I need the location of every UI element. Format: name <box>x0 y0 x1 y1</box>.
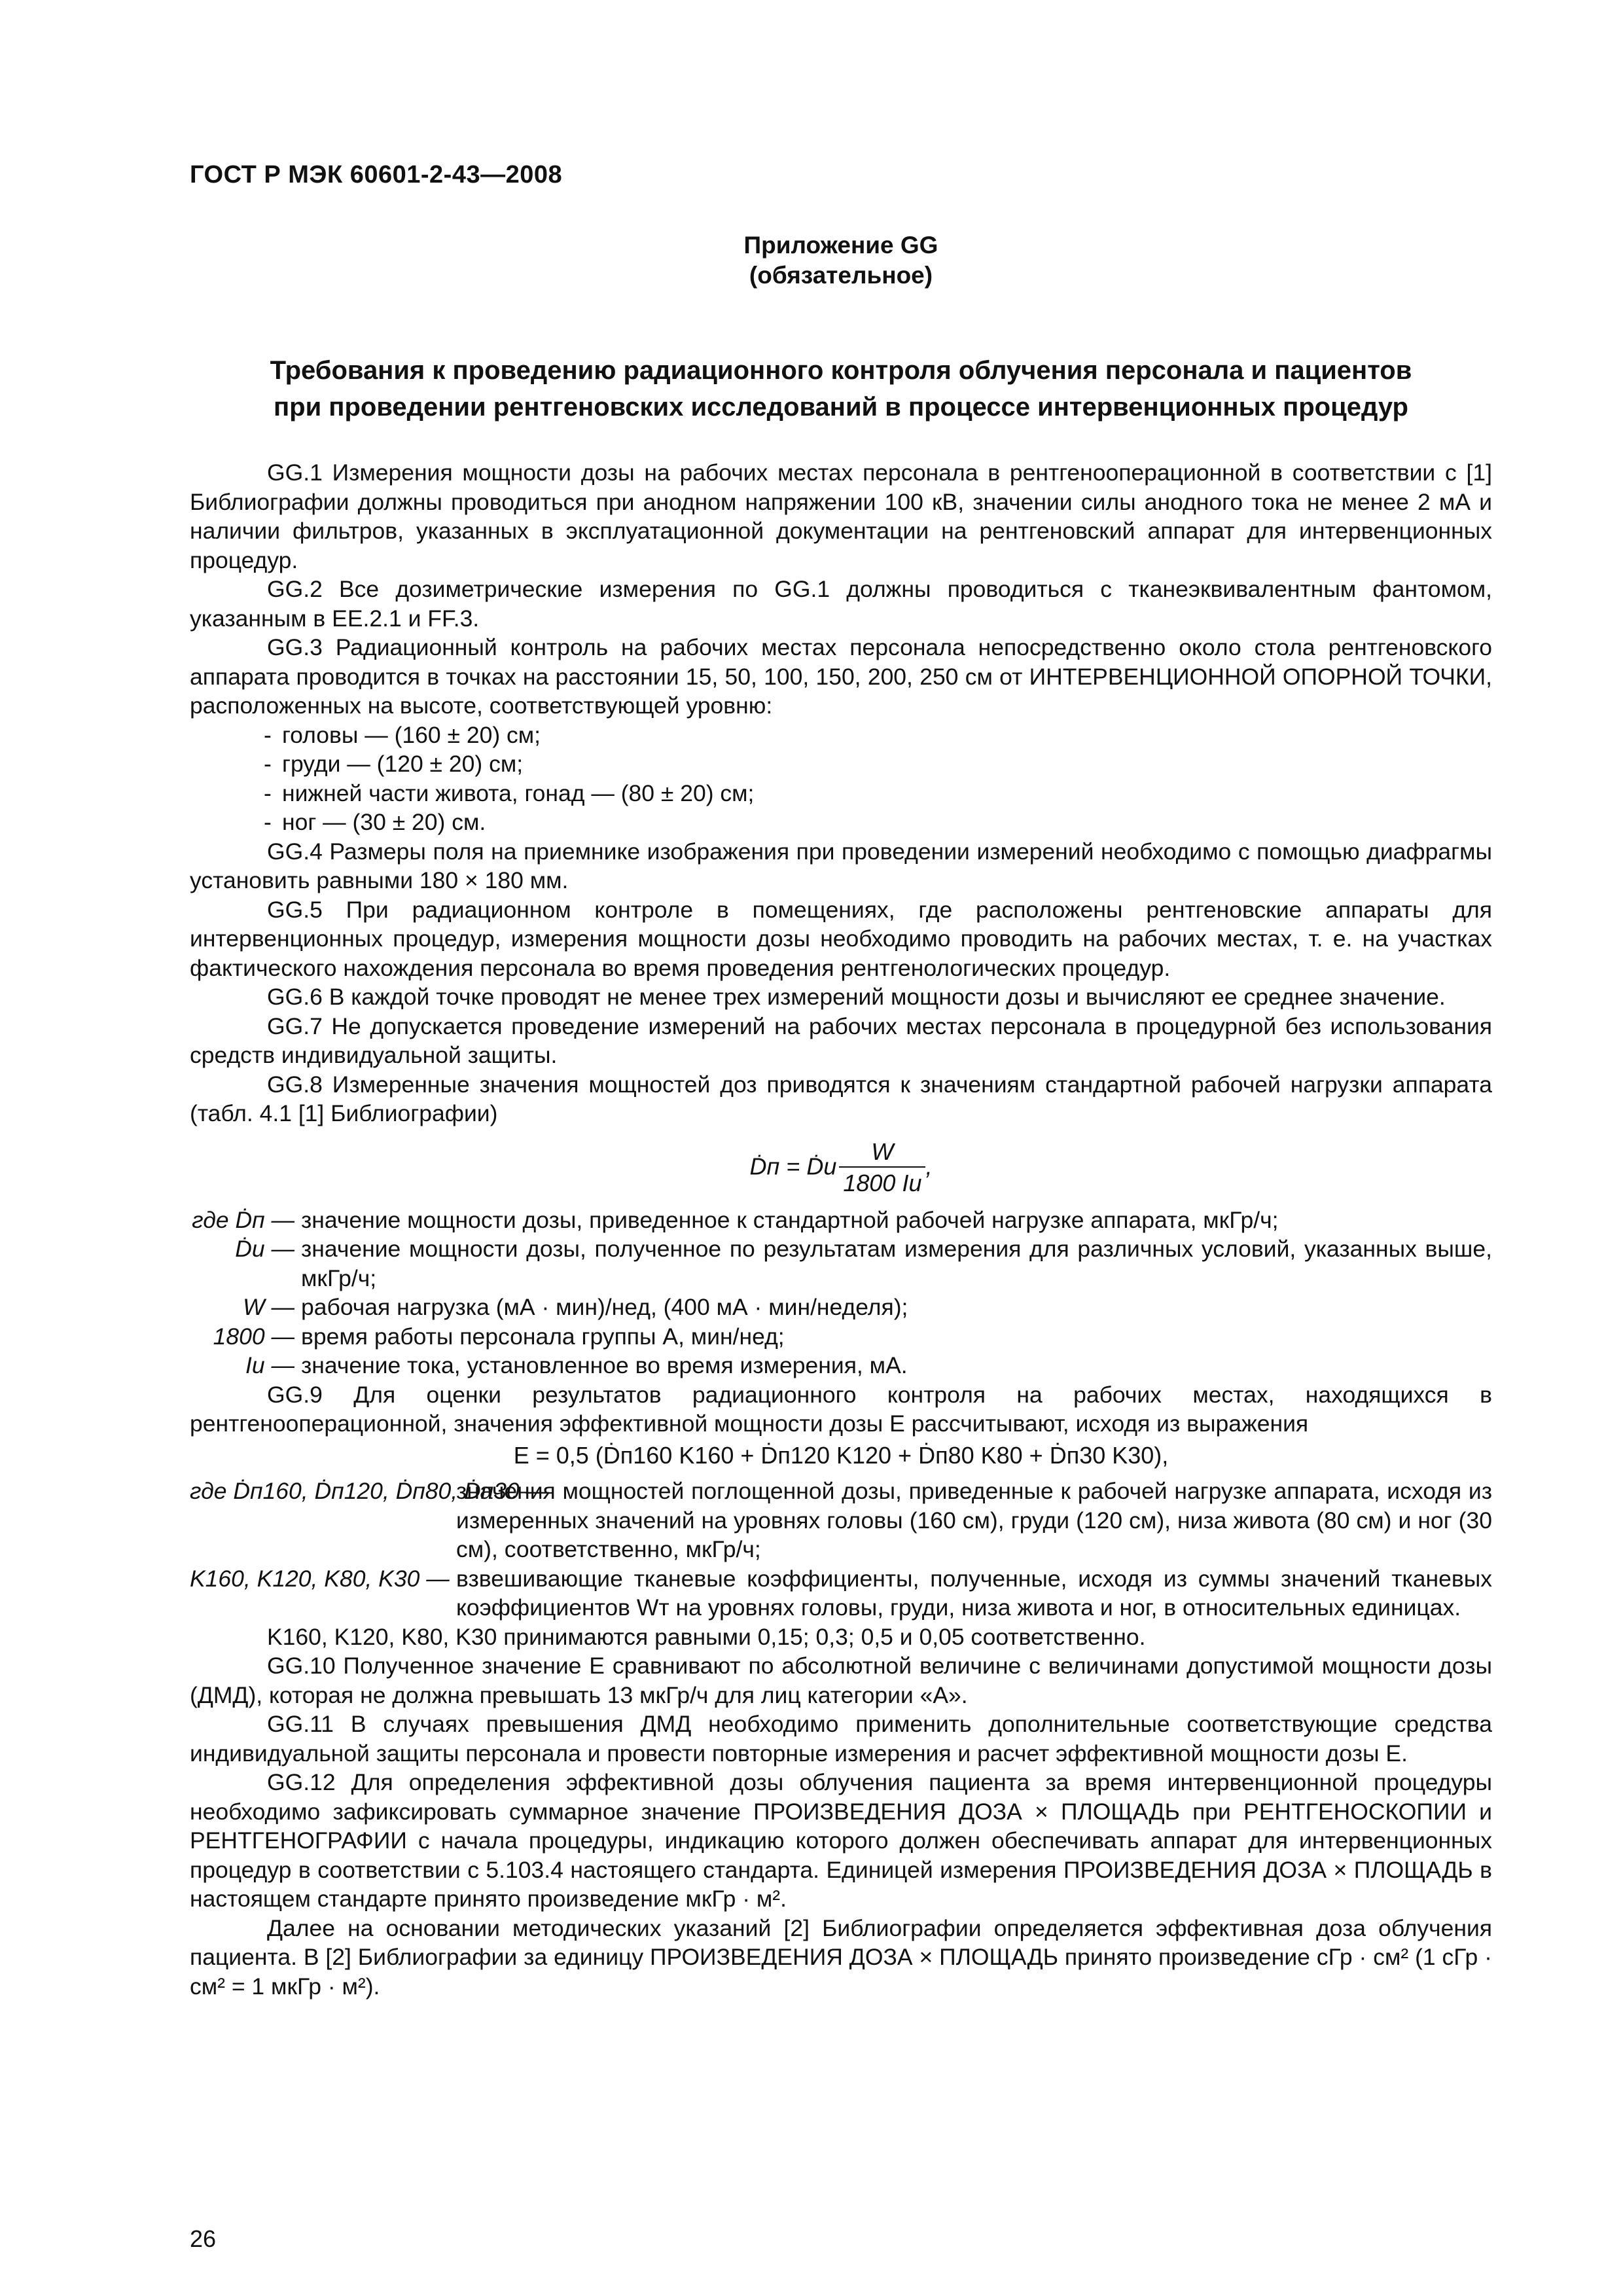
definition-row: 1800 — время работы персонала группы А, мин/нед; <box>213 1323 785 1350</box>
definition-row: где Ḋп160, Ḋп120, Ḋп80, Ḋп30 — значения мощностей поглощенной дозы, приведенные к рабочей нагрузке аппарата, исходя из измеренных значений на уровнях головы (160 см), груди (120 см), низа живота (80 см) и ног (30 см), соответственно, мкГр/ч; <box>190 1478 1492 1562</box>
paragraph-gg9-note: K160, K120, K80, K30 принимаются равными 0,15; 0,3; 0,5 и 0,05 соответственно. <box>267 1623 1146 1650</box>
document-body <box>190 458 1492 2001</box>
list-item: - ног — (30 ± 20) см. <box>264 809 486 835</box>
paragraph-gg10: GG.10 Полученное значение E сравнивают по абсолютной величине с величинами допустимой мощности дозы (ДМД), которая не должна превышать 13 мкГр/ч для лиц категории «А». <box>190 1653 1492 1708</box>
definition-row: Iи — значение тока, установленное во время измерения, мА. <box>245 1352 908 1378</box>
list-item: - головы — (160 ± 20) см; <box>264 721 541 748</box>
annex-title-line-2: при проведении рентгеновских исследований в процессе интервенционных процедур <box>274 393 1408 422</box>
formula-fraction <box>839 1138 925 1199</box>
list-item: - нижней части живота, гонад — (80 ± 20) см; <box>264 780 755 806</box>
formula-tail: , <box>925 1153 933 1180</box>
paragraph-gg12: GG.12 Для определения эффективной дозы облучения пациента за время интервенционной процедуры необходимо зафиксировать суммарное значение ПРОИЗВЕДЕНИЯ ДОЗА × ПЛОЩАДЬ при РЕНТГЕНОСКОПИИ и РЕНТГЕНОГРАФИИ с начала процедуры, индикацию которого должен обеспечивать аппарат для интервенционных процедур в соответствии с 5.103.4 настоящего стандарта. Единицей измерения ПРОИЗВЕДЕНИЯ ДОЗА × ПЛОЩАДЬ в настоящем стандарте принято произведение мкГр · м². <box>190 1769 1492 1912</box>
paragraph-gg8: GG.8 Измеренные значения мощностей доз приводятся к значениям стандартной рабочей нагрузки аппарата (табл. 4.1 [1] Библиографии) <box>190 1071 1492 1126</box>
paragraph-gg4: GG.4 Размеры поля на приемнике изображения при проведении измерений необходимо с помощью диафрагмы установить равными 180 × 180 мм. <box>190 838 1492 893</box>
paragraph-gg1: GG.1 Измерения мощности дозы на рабочих местах персонала в рентгенооперационной в соответствии с [1] Библиографии должны проводиться при анодном напряжении 100 кВ, значении силы анодного тока не менее 2 мА и наличии фильтров, указанных в эксплуатационной документации на рентгеновский аппарат для интервенционных процедур. <box>190 459 1492 573</box>
paragraph-final: Далее на основании методических указаний [2] Библиографии определяется эффективная доза облучения пациента. В [2] Библиографии за единицу ПРОИЗВЕДЕНИЯ ДОЗА × ПЛОЩАДЬ принято произведение сГр · см² (1 сГр · см² = 1 мкГр · м²). <box>190 1914 1492 2000</box>
annex-title-line-1: Требования к проведению радиационного контроля облучения персонала и пациентов <box>270 356 1412 385</box>
annex-status: (обязательное) <box>749 262 933 289</box>
formula-denominator: 1800 Iи <box>843 1169 922 1196</box>
formula-numerator: W <box>839 1138 925 1168</box>
definition-row: W — рабочая нагрузка (мА · мин)/нед, (400 мА · мин/неделя); <box>243 1294 908 1320</box>
formula-lhs: Ḋп = Ḋи <box>749 1153 837 1180</box>
annex-heading <box>190 230 1492 291</box>
paragraph-gg2: GG.2 Все дозиметрические измерения по GG.1 должны проводиться с тканеэквивалентным фантомом, указанным в EE.2.1 и FF.3. <box>190 576 1492 632</box>
paragraph-gg11: GG.11 В случаях превышения ДМД необходимо применить дополнительные соответствующие средства индивидуальной защиты персонала и провести повторные измерения и расчет эффективной мощности дозы E. <box>190 1711 1492 1767</box>
definition-row: Ḋи — значение мощности дозы, полученное по результатам измерения для различных условий, указанных выше, мкГр/ч; <box>235 1236 1492 1291</box>
paragraph-gg3: GG.3 Радиационный контроль на рабочих местах персонала непосредственно около стола рентгеновского аппарата проводится в точках на расстоянии 15, 50, 100, 150, 200, 250 см от ИНТЕРВЕНЦИОННОЙ ОПОРНОЙ ТОЧКИ, расположенных на высоте, соответствующей уровню: <box>190 634 1492 719</box>
list-item: - груди — (120 ± 20) см; <box>264 751 524 777</box>
definition-row: K160, K120, K80, K30 — взвешивающие тканевые коэффициенты, полученные, исходя из суммы значений тканевых коэффициентов Wт на уровнях головы, груди, низа живота и ног, в относительных единицах. <box>190 1565 1492 1621</box>
paragraph-gg9: GG.9 Для оценки результатов радиационного контроля на рабочих местах, находящихся в рентгенооперационной, значения эффективной мощности дозы E рассчитывают, исходя из выражения <box>190 1381 1492 1437</box>
page-number: 26 <box>190 2225 217 2252</box>
paragraph-gg5: GG.5 При радиационном контроле в помещениях, где расположены рентгеновские аппараты для интервенционных процедур, измерения мощности дозы необходимо проводить на рабочих местах, т. е. на участках фактического нахождения персонала во время проведения рентгенологических процедур. <box>190 896 1492 981</box>
annex-label: Приложение GG <box>743 232 938 259</box>
paragraph-gg7: GG.7 Не допускается проведение измерений на рабочих местах персонала в процедурной без использования средств индивидуальной защиты. <box>190 1013 1492 1068</box>
standard-header: ГОСТ Р МЭК 60601-2-43—2008 <box>190 161 563 188</box>
definition-row: где Ḋп — значение мощности дозы, приведенное к стандартной рабочей нагрузке аппарата, мкГр/ч; <box>192 1206 1279 1233</box>
paragraph-gg6: GG.6 В каждой точке проводят не менее трех измерений мощности дозы и вычисляют ее среднее значение. <box>267 984 1446 1010</box>
formula-dose-rate <box>190 1138 1492 1199</box>
annex-title <box>190 352 1492 425</box>
formula-effective-dose: E = 0,5 (Ḋп160 K160 + Ḋп120 K120 + Ḋп80 K80 + Ḋп30 K30), <box>513 1441 1169 1469</box>
